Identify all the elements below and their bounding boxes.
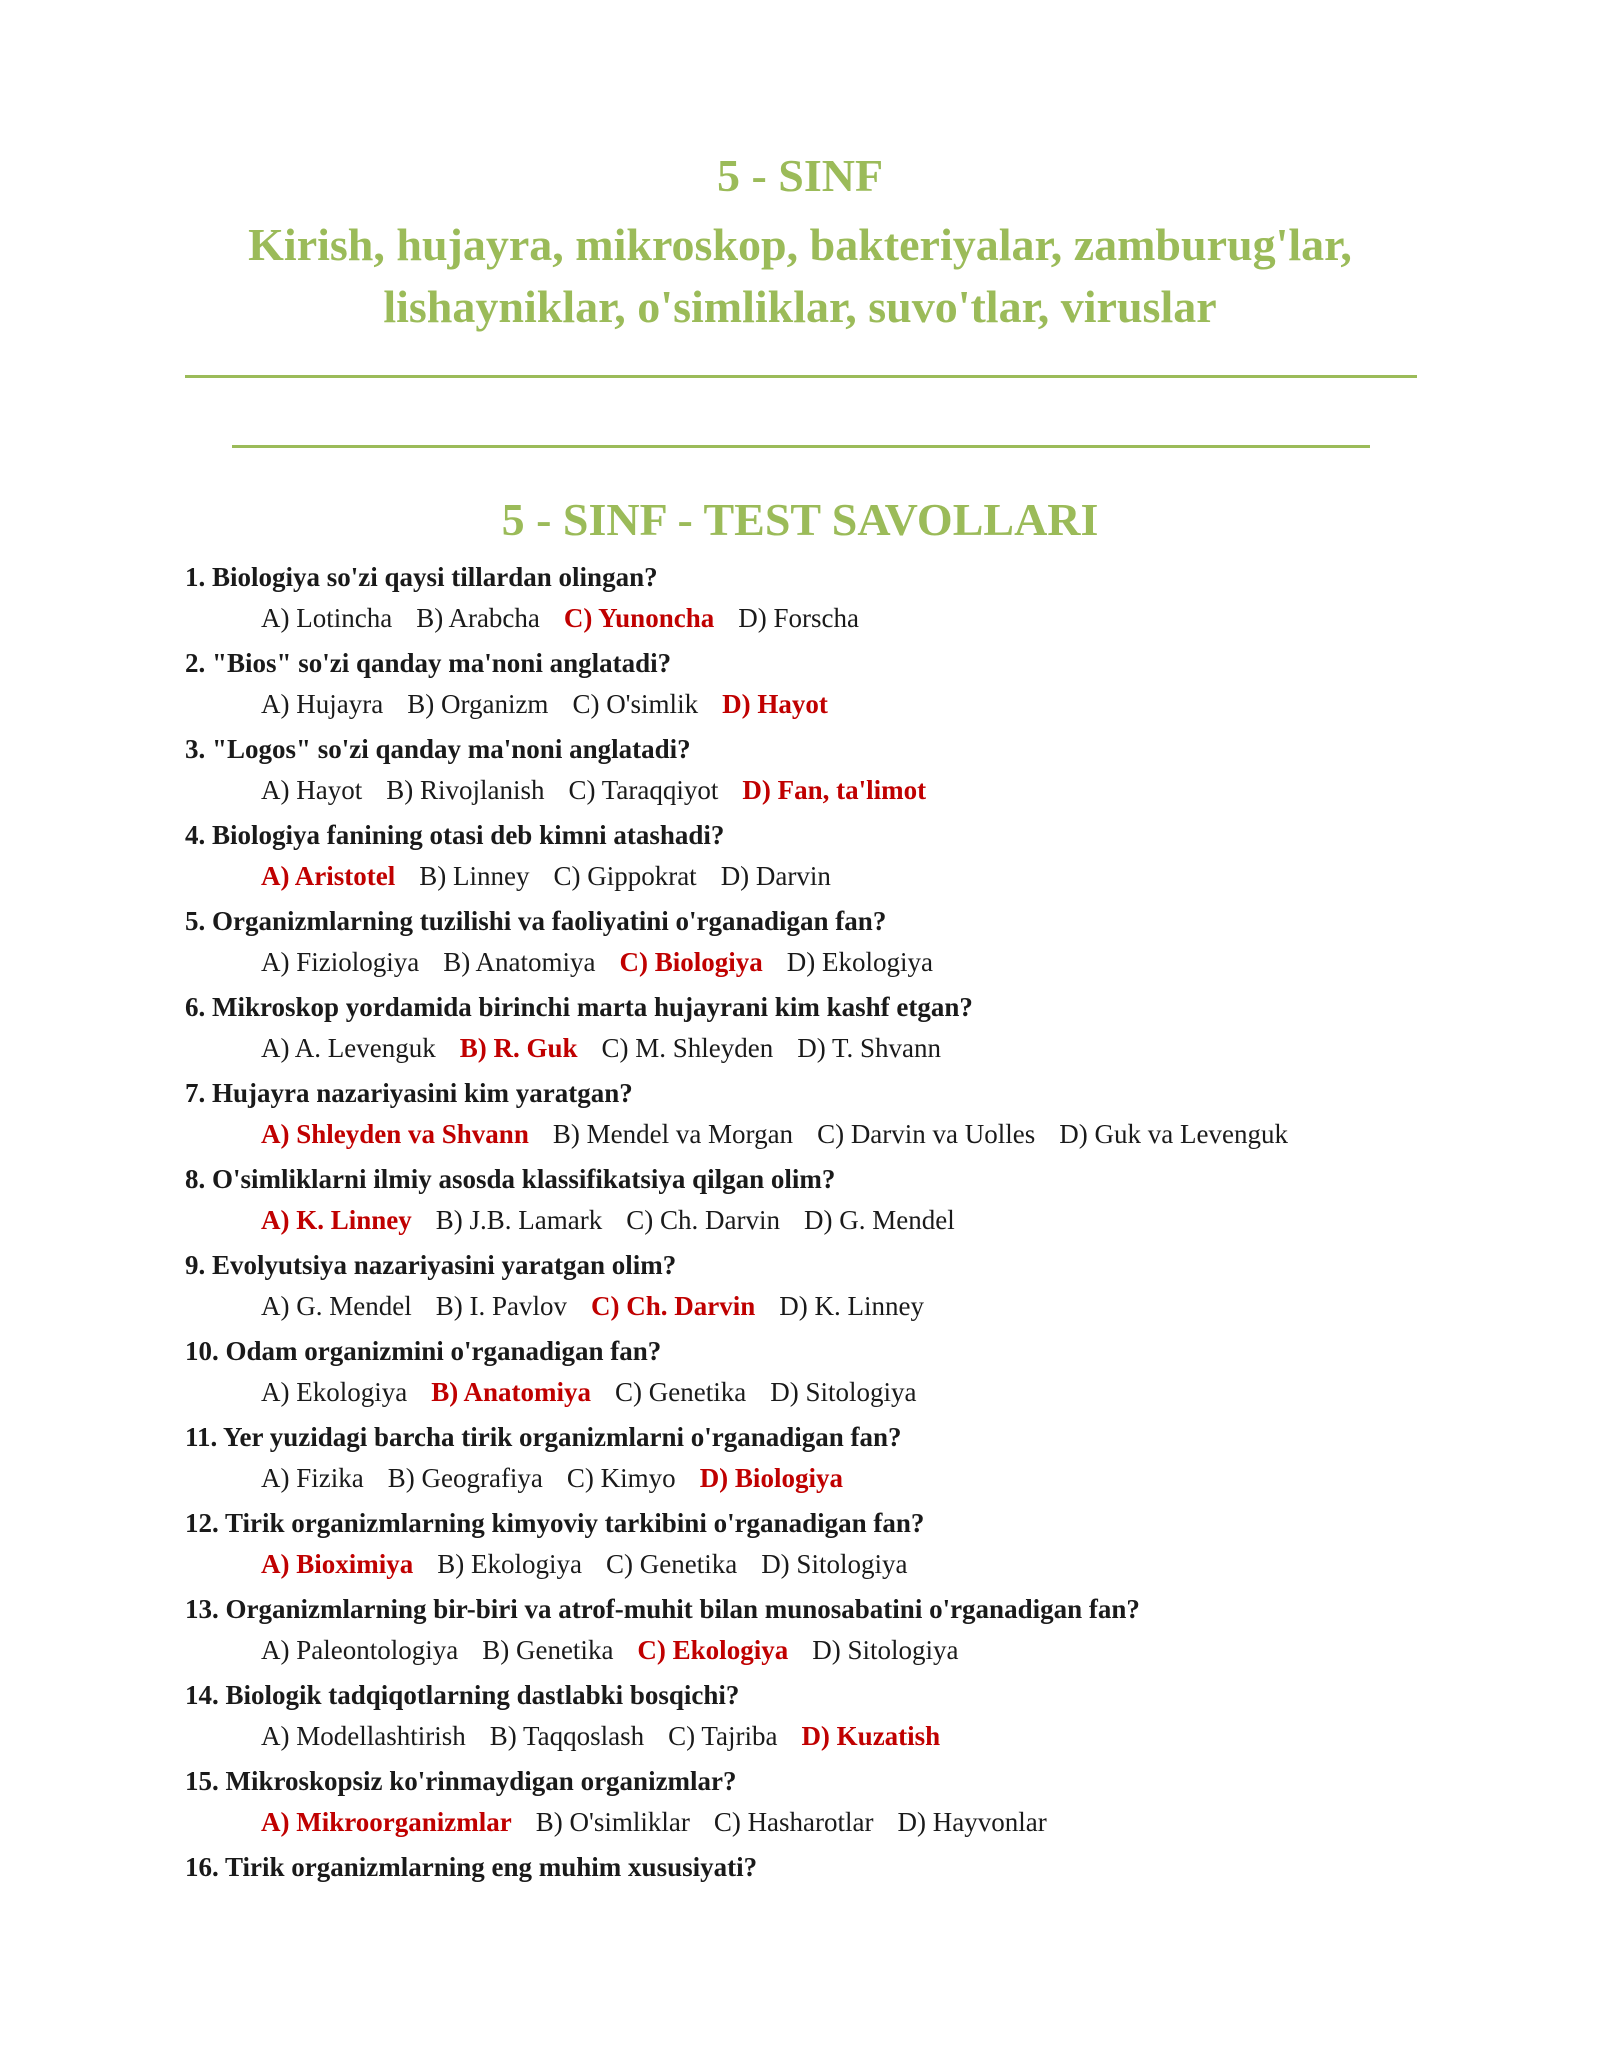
question-item [185,556,1485,642]
answer-option: A) Paleontologiya [261,1635,459,1665]
question-text: 8. O'simliklarni ilmiy asosda klassifikatsiya qilgan olim? [185,1164,836,1194]
answer-option: D) Ekologiya [786,947,933,977]
question-item [185,728,1485,814]
answer-options [185,1027,1485,1072]
question-item [185,1674,1485,1760]
answer-options [185,1285,1485,1330]
question-item [185,1072,1485,1158]
answer-option: D) Hayvonlar [897,1807,1047,1837]
correct-answer-option: B) R. Guk [459,1033,578,1063]
answer-option: B) Rivojlanish [386,775,545,805]
test-title: 5 - SINF - TEST SAVOLLARI [501,494,1099,545]
divider-line [232,445,1370,448]
answer-options [185,683,1485,728]
answer-option: A) Modellashtirish [261,1721,466,1751]
answer-option: B) Anatomiya [443,947,596,977]
question-text: 10. Odam organizmini o'rganadigan fan? [185,1336,662,1366]
question-text: 13. Organizmlarning bir-biri va atrof-muhit bilan munosabatini o'rganadigan fan? [185,1594,1140,1624]
answer-option: D) Sitologiya [812,1635,959,1665]
question-item [185,986,1485,1072]
answer-option: C) Gippokrat [553,861,697,891]
question-item [185,642,1485,728]
answer-option: C) Taraqqiyot [568,775,719,805]
answer-options [185,941,1485,986]
answer-option: B) I. Pavlov [435,1291,567,1321]
answer-options [185,769,1485,814]
answer-option: B) J.B. Lamark [435,1205,603,1235]
answer-options [185,1715,1485,1760]
answer-options [185,1199,1485,1244]
question-item [185,1846,1485,1887]
topics-heading [0,214,1600,338]
answer-option: B) Geografiya [387,1463,543,1493]
topics-line-2: lishayniklar, o'simliklar, suvo'tlar, viruslar [383,281,1217,332]
answer-option: A) A. Levenguk [261,1033,436,1063]
answer-option: D) K. Linney [779,1291,924,1321]
question-text: 16. Tirik organizmlarning eng muhim xususiyati? [185,1852,758,1882]
answer-option: D) Sitologiya [770,1377,917,1407]
answer-option: A) Fizika [261,1463,364,1493]
question-text: 4. Biologiya fanining otasi deb kimni atashadi? [185,820,725,850]
answer-option: C) O'simlik [572,689,699,719]
answer-option: B) Ekologiya [437,1549,582,1579]
question-list [185,556,1485,1887]
question-text: 12. Tirik organizmlarning kimyoviy tarkibini o'rganadigan fan? [185,1508,925,1538]
correct-answer-option: C) Biologiya [619,947,763,977]
answer-option: A) G. Mendel [261,1291,412,1321]
topics-line-1: Kirish, hujayra, mikroskop, bakteriyalar, zamburug'lar, [248,219,1352,270]
answer-option: C) Genetika [615,1377,747,1407]
question-item [185,1588,1485,1674]
question-text: 6. Mikroskop yordamida birinchi marta hujayrani kim kashf etgan? [185,992,973,1022]
question-text: 15. Mikroskopsiz ko'rinmaydigan organizmlar? [185,1766,737,1796]
correct-answer-option: A) K. Linney [261,1205,412,1235]
answer-option: A) Ekologiya [261,1377,408,1407]
answer-option: A) Hujayra [261,689,384,719]
question-item [185,1244,1485,1330]
correct-answer-option: C) Ch. Darvin [590,1291,756,1321]
answer-option: B) Genetika [482,1635,614,1665]
correct-answer-option: C) Yunoncha [563,603,715,633]
question-text: 2. "Bios" so'zi qanday ma'noni anglatadi? [185,648,672,678]
answer-option: B) Mendel va Morgan [552,1119,794,1149]
divider-line [185,375,1417,378]
answer-option: D) Darvin [720,861,831,891]
answer-options [185,1629,1485,1674]
correct-answer-option: A) Aristotel [261,861,396,891]
grade-title: 5 - SINF [716,150,884,201]
correct-answer-option: B) Anatomiya [431,1377,591,1407]
answer-options [185,1801,1485,1846]
question-item [185,1502,1485,1588]
answer-option: D) Guk va Levenguk [1059,1119,1288,1149]
answer-option: B) Linney [419,861,530,891]
answer-options [185,597,1485,642]
question-item [185,900,1485,986]
answer-option: A) Hayot [261,775,363,805]
answer-options [185,1371,1485,1416]
correct-answer-option: D) Fan, ta'limot [742,775,927,805]
answer-option: B) Arabcha [416,603,540,633]
question-item [185,1416,1485,1502]
question-item [185,814,1485,900]
question-item [185,1760,1485,1846]
answer-option: C) Genetika [605,1549,738,1579]
correct-answer-option: D) Hayot [722,689,828,719]
question-text: 5. Organizmlarning tuzilishi va faoliyatini o'rganadigan fan? [185,906,887,936]
answer-option: C) Ch. Darvin [626,1205,780,1235]
question-text: 9. Evolyutsiya nazariyasini yaratgan olim? [185,1250,677,1280]
question-text: 14. Biologik tadqiqotlarning dastlabki bosqichi? [185,1680,740,1710]
answer-option: C) M. Shleyden [601,1033,774,1063]
answer-option: A) Fiziologiya [261,947,420,977]
correct-answer-option: A) Shleyden va Shvann [261,1119,529,1149]
answer-options [185,1113,1485,1158]
correct-answer-option: A) Bioximiya [261,1549,414,1579]
question-text: 7. Hujayra nazariyasini kim yaratgan? [185,1078,633,1108]
answer-option: D) T. Shvann [797,1033,942,1063]
answer-option: D) Forscha [738,603,859,633]
answer-option: B) Organizm [407,689,549,719]
answer-option: D) Sitologiya [761,1549,908,1579]
correct-answer-option: A) Mikroorganizmlar [261,1807,512,1837]
answer-options [185,1543,1485,1588]
answer-options [185,855,1485,900]
question-text: 3. "Logos" so'zi qanday ma'noni anglatadi? [185,734,691,764]
answer-option: B) Taqqoslash [489,1721,645,1751]
answer-option: B) O'simliklar [535,1807,690,1837]
answer-option: A) Lotincha [261,603,393,633]
question-text: 11. Yer yuzidagi barcha tirik organizmlarni o'rganadigan fan? [185,1422,902,1452]
question-item [185,1158,1485,1244]
answer-option: C) Kimyo [566,1463,676,1493]
question-item [185,1330,1485,1416]
answer-option: C) Tajriba [668,1721,778,1751]
correct-answer-option: D) Kuzatish [801,1721,941,1751]
answer-options [185,1457,1485,1502]
correct-answer-option: C) Ekologiya [637,1635,789,1665]
answer-option: C) Hasharotlar [713,1807,874,1837]
question-text: 1. Biologiya so'zi qaysi tillardan olingan? [185,562,658,592]
correct-answer-option: D) Biologiya [699,1463,843,1493]
answer-option: D) G. Mendel [804,1205,955,1235]
answer-option: C) Darvin va Uolles [817,1119,1036,1149]
